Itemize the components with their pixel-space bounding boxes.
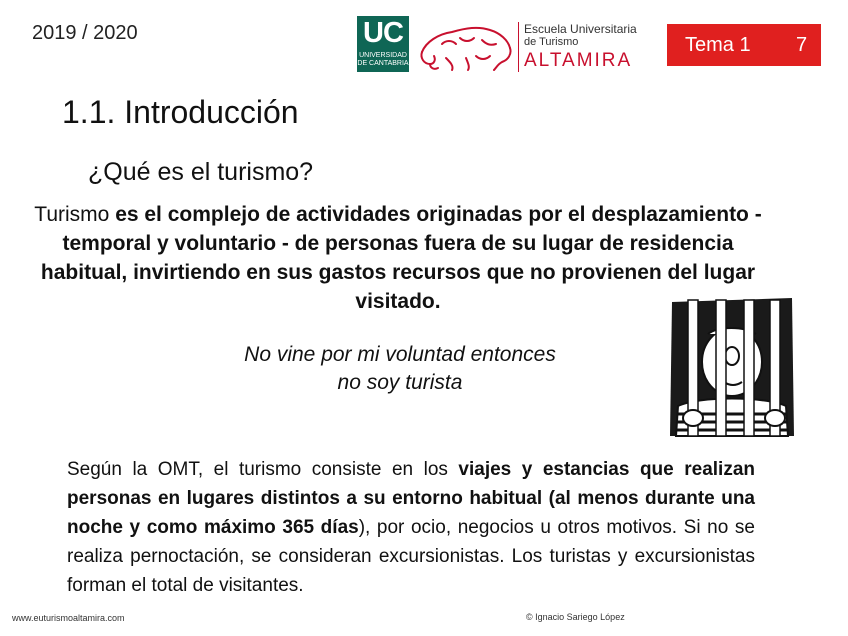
uc-logo — [357, 16, 409, 72]
academic-year: 2019 / 2020 — [32, 22, 138, 44]
school-line-3: ALTAMIRA — [524, 50, 633, 71]
school-name — [524, 22, 644, 72]
logo-divider — [518, 22, 519, 72]
footer-copyright: © Ignacio Sariego López — [526, 612, 625, 622]
tourism-definition — [26, 200, 770, 316]
page-number: 7 — [796, 34, 808, 56]
uc-logo-subtitle: UNIVERSIDAD DE CANTABRIA — [357, 52, 409, 67]
definition-bold: es el complejo de actividades originadas por el desplazamiento - temporal y voluntario - de personas fuera de su lugar de residencia habitual, invirtiendo en sus gastos recursos que no provienen del lugar visitado. — [40, 203, 762, 313]
footer-url: www.euturismoaltamira.com — [12, 613, 125, 623]
altamira-bison-logo — [416, 18, 516, 72]
question-heading: ¿Qué es el turismo? — [88, 158, 314, 186]
tema-label: Tema 1 — [685, 34, 751, 56]
omt-bold: viajes y estancias que realizan personas en lugares distintos a su entorno habitual (al menos durante una noche y como máximo 365 días — [67, 459, 755, 538]
section-title: 1.1. Introducción — [62, 94, 299, 130]
school-line-2: de Turismo — [524, 36, 579, 48]
tema-badge — [667, 24, 821, 66]
uc-logo-mark: UC — [363, 17, 403, 49]
definition-lead: Turismo — [34, 203, 116, 226]
cartoon-quote — [120, 341, 680, 397]
school-line-1: Escuela Universitaria — [524, 22, 637, 36]
omt-text-2: ), por ocio, negocios u otros motivos. Si no se realiza pernoctación, se consideran excursionistas. Los turistas y excursionistas forman el total de visitantes. — [67, 517, 755, 596]
quote-line-1: No vine por mi voluntad entonces — [244, 343, 556, 366]
omt-definition — [67, 455, 755, 600]
quote-line-2: no soy turista — [337, 371, 463, 394]
prisoner-behind-bars-icon — [668, 296, 796, 438]
omt-text-1: Según la OMT, el turismo consiste en los — [67, 459, 459, 480]
